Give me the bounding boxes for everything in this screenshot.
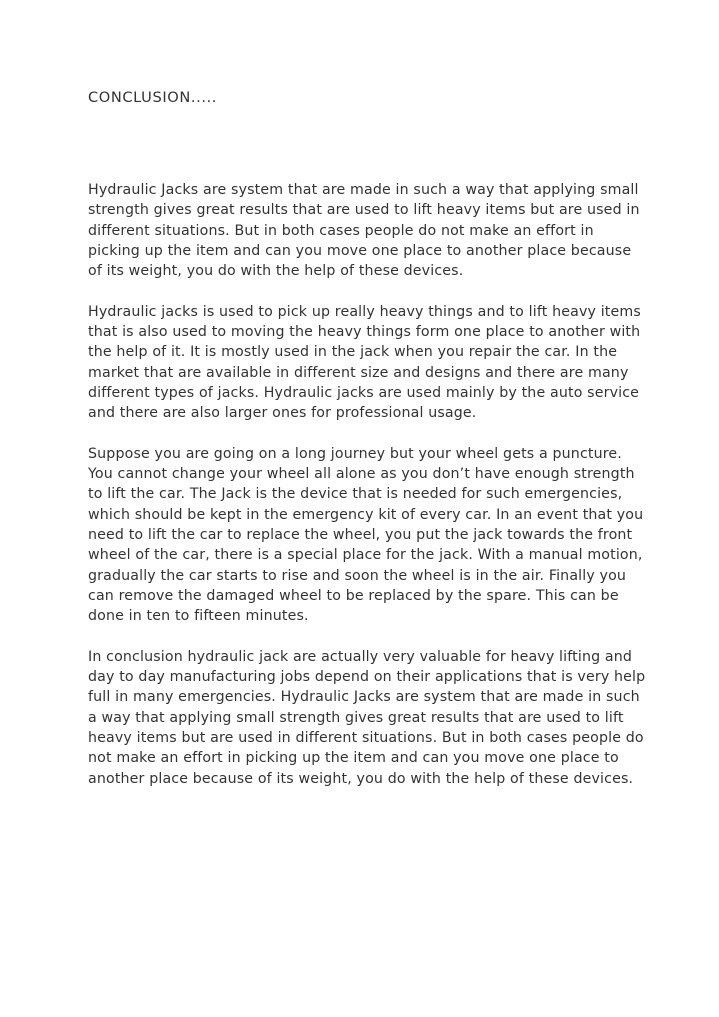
paragraph-example: Suppose you are going on a long journey but your wheel gets a puncture. You cannot change your wheel all alone as you don’t have enough strength to lift the car. The Jack is the device that is needed for such emergencies, which should be kept in the emergency kit of every car. In an event that you need to lift the car to replace the wheel, you put the jack towards the front wheel of the car, there is a special place for the jack. With a manual motion, gradually the car starts to rise and soon the wheel is in the air. Finally you can remove the damaged wheel to be replaced by the spare. This can be done in ten to fifteen minutes. [88, 445, 644, 625]
document-content [88, 86, 648, 789]
paragraph-intro: Hydraulic Jacks are system that are made in such a way that applying small strength gives great results that are used to lift heavy items but are used in different situations. But in both cases people do not make an effort in picking up the item and can you move one place to another place because of its weight, you do with the help of these devices. [88, 182, 640, 280]
paragraph-conclusion: In conclusion hydraulic jack are actually very valuable for heavy lifting and day to day manufacturing jobs depend on their applications that is very help full in many emergencies. Hydraulic Jacks are system that are made in such a way that applying small strength gives great results that are used to lift heavy items but are used in different situations. But in both cases people do not make an effort in picking up the item and can you move one place to another place because of its weight, you do with the help of these devices. [88, 648, 646, 787]
document-heading: CONCLUSION..... [88, 89, 218, 106]
document-body [88, 180, 648, 789]
paragraph-uses: Hydraulic jacks is used to pick up really heavy things and to lift heavy items that is also used to moving the heavy things form one place to another with the help of it. It is mostly used in the jack when you repair the car. In the market that are available in different size and designs and there are many different types of jacks. Hydraulic jacks are used mainly by the auto service and there are also larger ones for professional usage. [88, 303, 641, 422]
